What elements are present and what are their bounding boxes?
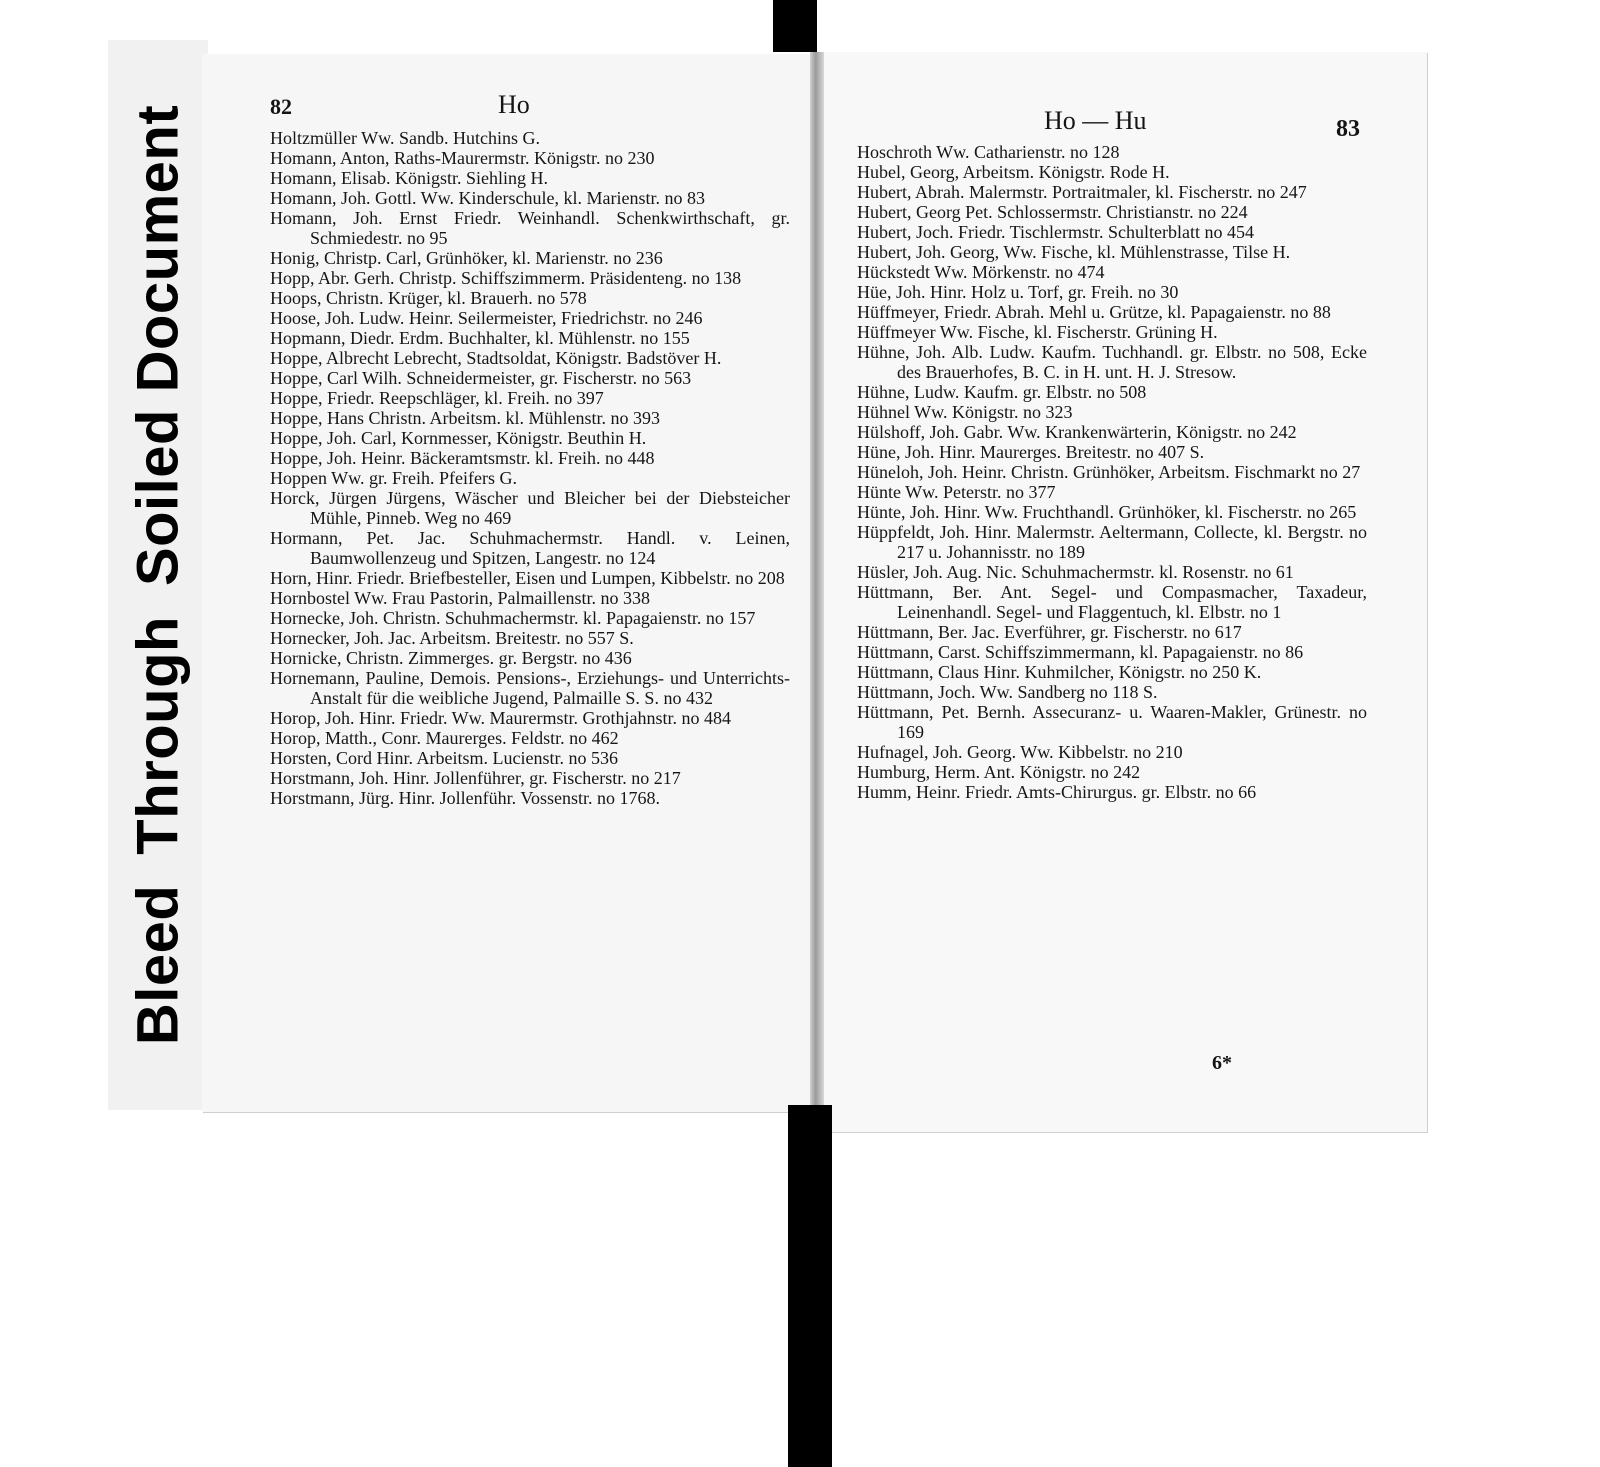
directory-entry: Hühnel Ww. Königstr. no 323: [857, 402, 1073, 422]
directory-entry: Hopp, Abr. Gerh. Christp. Schiffszimmerm. Präsidenteng. no 138: [270, 268, 742, 288]
directory-entry: Hoppe, Carl Wilh. Schneidermeister, gr. Fischerstr. no 563: [270, 368, 692, 388]
directory-entry: Horop, Joh. Hinr. Friedr. Ww. Maurermstr. Grothjahnstr. no 484: [270, 708, 731, 728]
left-entry-list: [270, 128, 790, 808]
directory-entry: Hornecke, Joh. Christn. Schuhmachermstr. kl. Papagaienstr. no 157: [270, 608, 756, 628]
directory-entry: Homann, Elisab. Königstr. Siehling H.: [270, 168, 548, 188]
directory-entry: Hornemann, Pauline, Demois. Pensions-, Erziehungs- und Unterrichts-Anstalt für die weibliche Jugend, Palmaille S. S. no 432: [270, 668, 790, 708]
directory-entry: Horop, Matth., Conr. Maurerges. Feldstr. no 462: [270, 728, 619, 748]
directory-entry: Hülshoff, Joh. Gabr. Ww. Krankenwärterin, Königstr. no 242: [857, 422, 1297, 442]
directory-entry: Hüffmeyer, Friedr. Abrah. Mehl u. Grütze, kl. Papagaienstr. no 88: [857, 302, 1331, 322]
stamp-word-through: Through: [125, 616, 191, 855]
directory-entry: Hubel, Georg, Arbeitsm. Königstr. Rode H.: [857, 162, 1170, 182]
directory-entry: Hoppe, Joh. Carl, Kornmesser, Königstr. Beuthin H.: [270, 428, 647, 448]
directory-entry: Homann, Anton, Raths-Maurermstr. Königstr. no 230: [270, 148, 655, 168]
directory-entry: Horsten, Cord Hinr. Arbeitsm. Lucienstr. no 536: [270, 748, 618, 768]
signature-mark: 6*: [1212, 1052, 1232, 1074]
directory-entry: Hüe, Joh. Hinr. Holz u. Torf, gr. Freih. no 30: [857, 282, 1179, 302]
directory-entry: Hubert, Joh. Georg, Ww. Fische, kl. Mühlenstrasse, Tilse H.: [857, 242, 1291, 262]
directory-entry: Hüttmann, Joch. Ww. Sandberg no 118 S.: [857, 682, 1158, 702]
gutter-fold: [810, 52, 824, 1110]
directory-entry: Hufnagel, Joh. Georg. Ww. Kibbelstr. no 210: [857, 742, 1183, 762]
directory-entry: Hornbostel Ww. Frau Pastorin, Palmaillenstr. no 338: [270, 588, 650, 608]
directory-entry: Holtzmüller Ww. Sandb. Hutchins G.: [270, 128, 540, 148]
directory-entry: Hünte, Joh. Hinr. Ww. Fruchthandl. Grünhöker, kl. Fischerstr. no 265: [857, 502, 1357, 522]
directory-entry: Hoschroth Ww. Catharienstr. no 128: [857, 142, 1120, 162]
directory-entry: Horn, Hinr. Friedr. Briefbesteller, Eisen und Lumpen, Kibbelstr. no 208: [270, 568, 785, 588]
left-running-head: Ho: [498, 90, 530, 119]
directory-entry: Hornecker, Joh. Jac. Arbeitsm. Breitestr. no 557 S.: [270, 628, 634, 648]
directory-entry: Hoose, Joh. Ludw. Heinr. Seilermeister, Friedrichstr. no 246: [270, 308, 703, 328]
directory-entry: Hubert, Abrah. Malermstr. Portraitmaler, kl. Fischerstr. no 247: [857, 182, 1307, 202]
directory-entry: Hoppen Ww. gr. Freih. Pfeifers G.: [270, 468, 517, 488]
directory-entry: Hubert, Joch. Friedr. Tischlermstr. Schulterblatt no 454: [857, 222, 1254, 242]
directory-entry: Hopmann, Diedr. Erdm. Buchhalter, kl. Mühlenstr. no 155: [270, 328, 690, 348]
binding-strip-bottom: [788, 1105, 832, 1467]
directory-entry: Hühne, Ludw. Kaufm. gr. Elbstr. no 508: [857, 382, 1147, 402]
directory-entry: Hünte Ww. Peterstr. no 377: [857, 482, 1056, 502]
directory-entry: Hoppe, Hans Christn. Arbeitsm. kl. Mühlenstr. no 393: [270, 408, 660, 428]
directory-entry: Hubert, Georg Pet. Schlossermstr. Christianstr. no 224: [857, 202, 1248, 222]
directory-entry: Hüttmann, Pet. Bernh. Assecuranz- u. Waaren-Makler, Grünestr. no 169: [857, 702, 1367, 742]
directory-entry: Hormann, Pet. Jac. Schuhmachermstr. Handl. v. Leinen, Baumwollenzeug und Spitzen, Langestr. no 124: [270, 528, 790, 568]
directory-entry: Humm, Heinr. Friedr. Amts-Chirurgus. gr. Elbstr. no 66: [857, 782, 1257, 802]
stamp-word-bleed: Bleed: [125, 884, 191, 1046]
directory-entry: Honig, Christp. Carl, Grünhöker, kl. Marienstr. no 236: [270, 248, 663, 268]
directory-entry: Hüffmeyer Ww. Fische, kl. Fischerstr. Grüning H.: [857, 322, 1218, 342]
directory-entry: Humburg, Herm. Ant. Königstr. no 242: [857, 762, 1141, 782]
directory-entry: Hühne, Joh. Alb. Ludw. Kaufm. Tuchhandl. gr. Elbstr. no 508, Ecke des Brauerhofes, B. C. in H. unt. H. J. Stresow.: [857, 342, 1367, 382]
directory-entry: Hoppe, Albrecht Lebrecht, Stadtsoldat, Königstr. Badstöver H.: [270, 348, 722, 368]
left-page-number: 82: [270, 94, 292, 119]
directory-entry: Hüneloh, Joh. Heinr. Christn. Grünhöker, Arbeitsm. Fischmarkt no 27: [857, 462, 1361, 482]
directory-entry: Homann, Joh. Gottl. Ww. Kinderschule, kl. Marienstr. no 83: [270, 188, 705, 208]
stamp-word-soiled-document: Soiled Document: [125, 104, 191, 587]
directory-entry: Hoppe, Friedr. Reepschläger, kl. Freih. no 397: [270, 388, 604, 408]
directory-entry: Hornicke, Christn. Zimmerges. gr. Bergstr. no 436: [270, 648, 632, 668]
directory-entry: Hüppfeldt, Joh. Hinr. Malermstr. Aeltermann, Collecte, kl. Bergstr. no 217 u. Johannisstr. no 189: [857, 522, 1367, 562]
directory-entry: Horck, Jürgen Jürgens, Wäscher und Bleicher bei der Diebsteicher Mühle, Pinneb. Weg no 469: [270, 488, 790, 528]
directory-entry: Homann, Joh. Ernst Friedr. Weinhandl. Schenkwirthschaft, gr. Schmiedestr. no 95: [270, 208, 790, 248]
directory-entry: Hüne, Joh. Hinr. Maurerges. Breitestr. no 407 S.: [857, 442, 1205, 462]
condition-stamp-text: [125, 105, 192, 1045]
right-running-head: Ho — Hu: [1044, 106, 1147, 135]
condition-stamp: [108, 40, 208, 1110]
directory-entry: Hoppe, Joh. Heinr. Bäckeramtsmstr. kl. Freih. no 448: [270, 448, 655, 468]
directory-entry: Hüttmann, Ber. Ant. Segel- und Compasmacher, Taxadeur, Leinenhandl. Segel- und Flaggentuch, kl. Elbstr. no 1: [857, 582, 1367, 622]
directory-entry: Hückstedt Ww. Mörkenstr. no 474: [857, 262, 1105, 282]
directory-entry: Hüttmann, Carst. Schiffszimmermann, kl. Papagaienstr. no 86: [857, 642, 1304, 662]
directory-entry: Hüttmann, Ber. Jac. Everführer, gr. Fischerstr. no 617: [857, 622, 1242, 642]
binding-strip-top: [773, 0, 817, 52]
directory-entry: Hüsler, Joh. Aug. Nic. Schuhmachermstr. kl. Rosenstr. no 61: [857, 562, 1294, 582]
right-page-number: 83: [1336, 116, 1360, 142]
directory-entry: Horstmann, Joh. Hinr. Jollenführer, gr. Fischerstr. no 217: [270, 768, 681, 788]
right-entry-list: [857, 142, 1367, 802]
directory-entry: Horstmann, Jürg. Hinr. Jollenführ. Vossenstr. no 1768.: [270, 788, 661, 808]
directory-entry: Hoops, Christn. Krüger, kl. Brauerh. no 578: [270, 288, 587, 308]
directory-entry: Hüttmann, Claus Hinr. Kuhmilcher, Königstr. no 250 K.: [857, 662, 1262, 682]
